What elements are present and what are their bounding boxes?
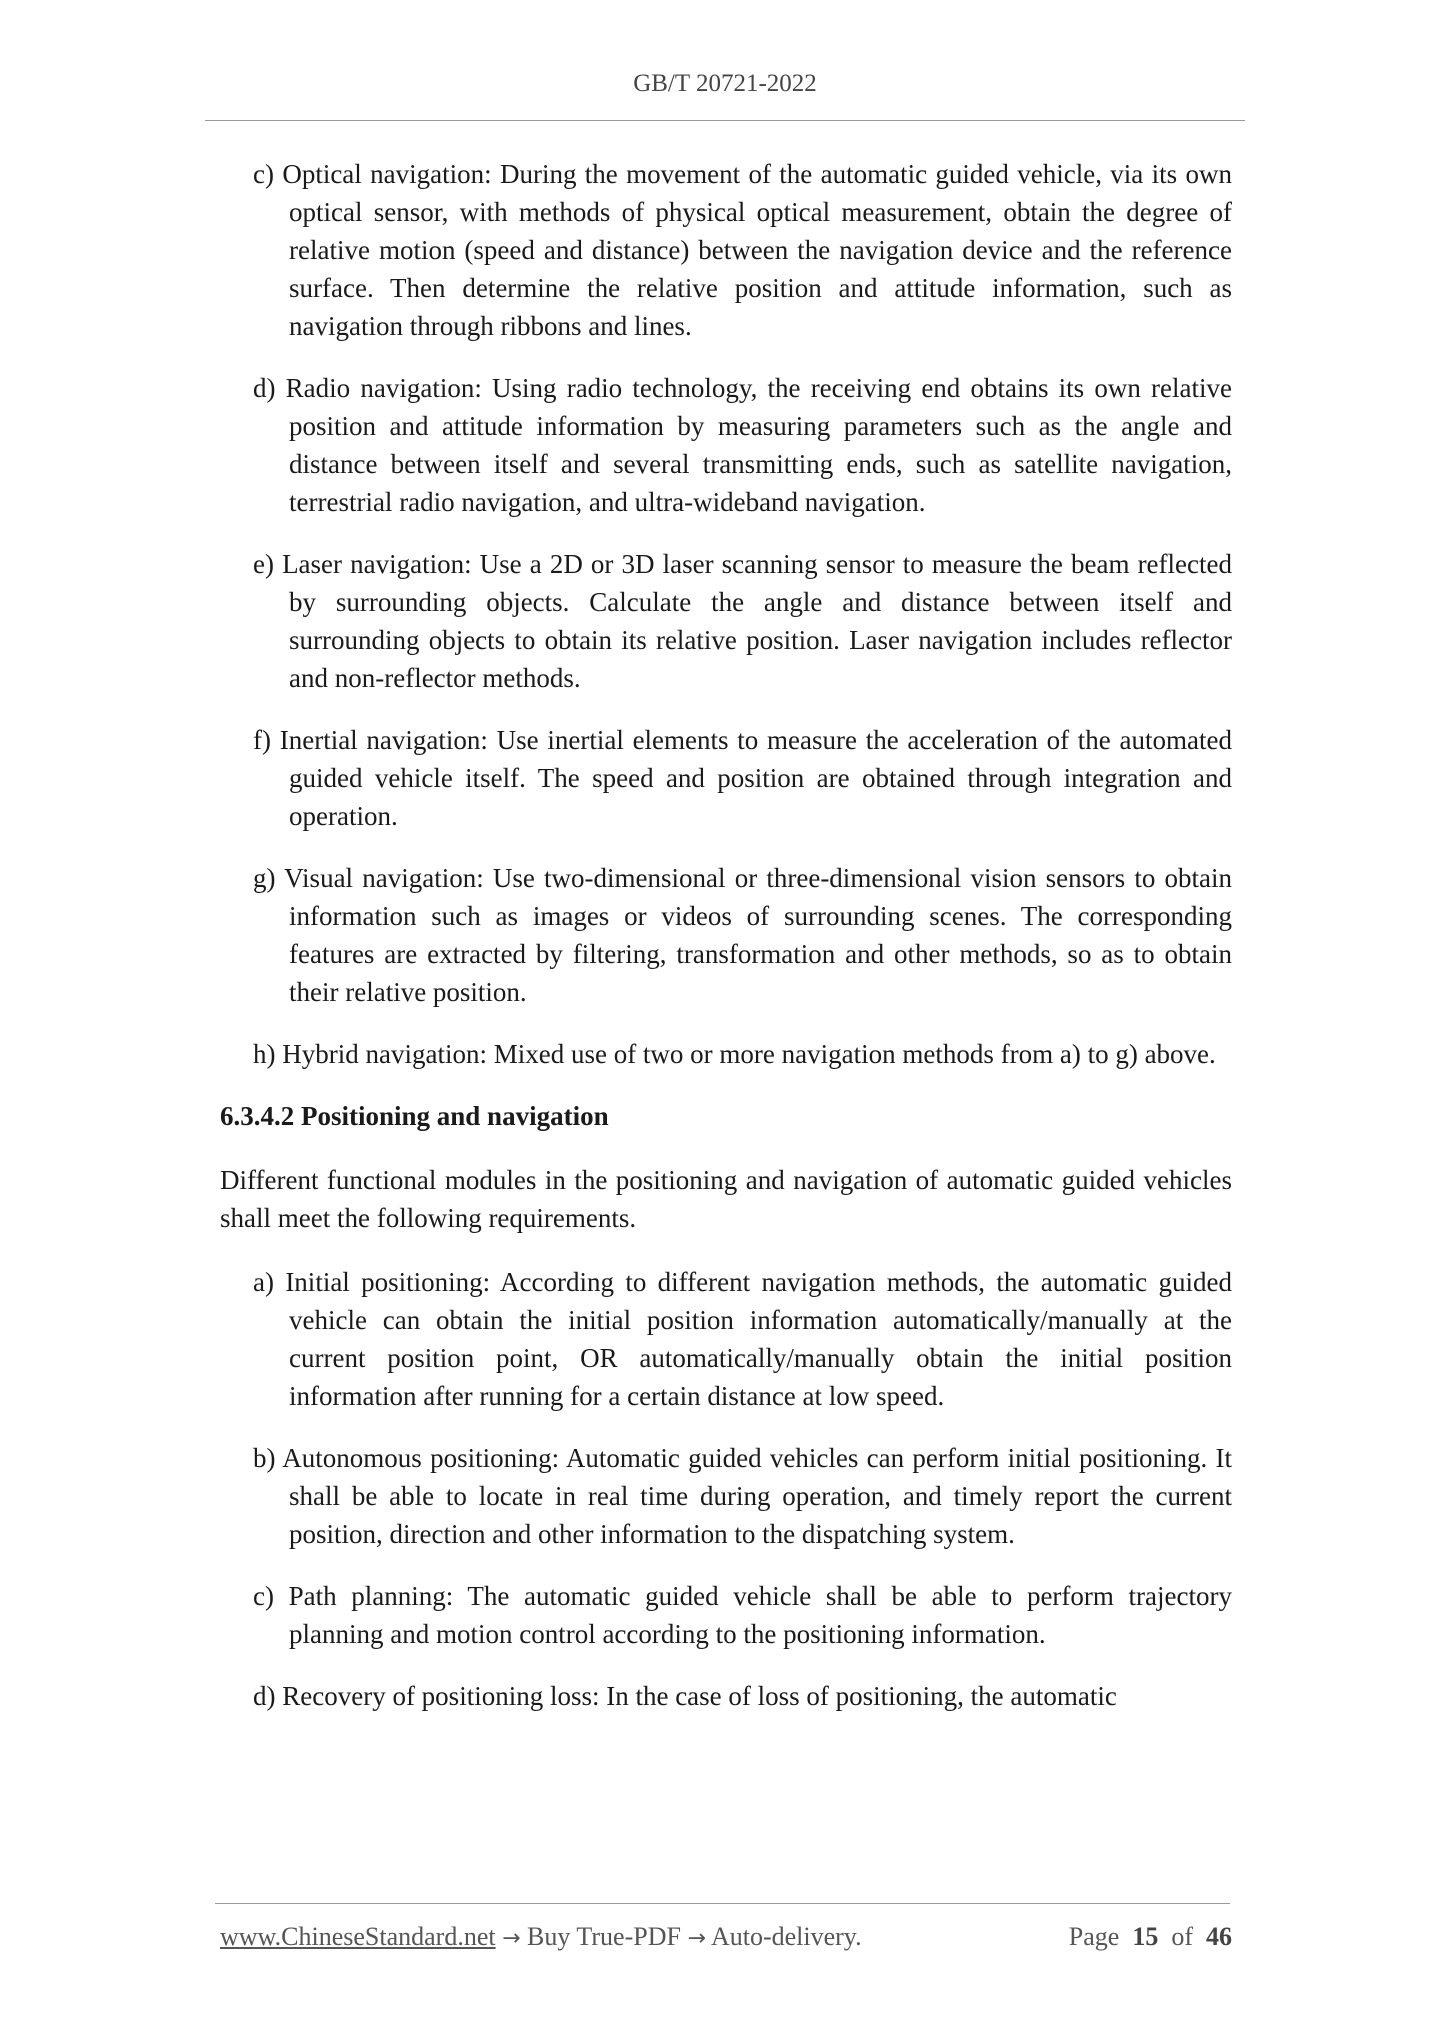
list-item-path-planning: c) Path planning: The automatic guided vehicle shall be able to perform trajectory planning and motion control according to the positioning information. [253,1581,1232,1649]
section-intro: Different functional modules in the positioning and navigation of automatic guided vehicles shall meet the following requirements. [220,1165,1232,1233]
list-item-autonomous-positioning: b) Autonomous positioning: Automatic guided vehicles can perform initial positioning. It shall be able to locate in real time during operation, and timely report the current position, direction and other information to the dispatching system. [253,1443,1232,1549]
arrow-right-icon: → [502,1926,521,1951]
list-item-inertial: f) Inertial navigation: Use inertial elements to measure the acceleration of the automated guided vehicle itself. The speed and position are obtained through integration and operation. [253,725,1232,831]
page-content [220,155,1232,1739]
list-item-laser: e) Laser navigation: Use a 2D or 3D laser scanning sensor to measure the beam reflected by surrounding objects. Calculate the angle and distance between itself and surrounding objects to obtain its relative position. Laser navigation includes reflector and non-reflector methods. [253,549,1232,693]
page-label: Page [1068,1922,1120,1951]
site-link[interactable]: www.ChineseStandard.net [220,1922,496,1951]
list-item-radio: d) Radio navigation: Using radio technology, the receiving end obtains its own relative position and attitude information by measuring parameters such as the angle and distance between itself and several transmitting ends, such as satellite navigation, terrestrial radio navigation, and ultra-wideband navigation. [253,373,1232,517]
footer-divider [215,1903,1230,1904]
document-header: GB/T 20721-2022 [633,70,817,97]
footer-left [220,1922,862,1952]
list-item-hybrid: h) Hybrid navigation: Mixed use of two or more navigation methods from a) to g) above. [253,1039,1216,1069]
total-pages: 46 [1206,1922,1232,1951]
page-indicator [1069,1922,1232,1952]
page-footer [220,1922,1232,1952]
section-heading: 6.3.4.2 Positioning and navigation [220,1101,609,1131]
header-divider [205,120,1245,121]
list-item-positioning-loss: d) Recovery of positioning loss: In the case of loss of positioning, the automatic [253,1681,1117,1711]
arrow-right-icon: → [687,1926,706,1951]
delivery-text: Auto-delivery. [710,1922,862,1951]
buy-text: Buy True-PDF [527,1922,681,1951]
list-item-visual: g) Visual navigation: Use two-dimensional or three-dimensional vision sensors to obtain information such as images or videos of surrounding scenes. The corresponding features are extracted by filtering, transformation and other methods, so as to obtain their relative position. [253,863,1232,1007]
of-label: of [1171,1922,1193,1951]
page-number: 15 [1132,1922,1159,1951]
list-item-initial-positioning: a) Initial positioning: According to different navigation methods, the automatic guided vehicle can obtain the initial position information automatically/manually at the current position point, OR automatically/manually obtain the initial position information after running for a certain distance at low speed. [253,1267,1232,1411]
list-item-optical: c) Optical navigation: During the movement of the automatic guided vehicle, via its own optical sensor, with methods of physical optical measurement, obtain the degree of relative motion (speed and distance) between the navigation device and the reference surface. Then determine the relative position and attitude information, such as navigation through ribbons and lines. [253,159,1232,341]
